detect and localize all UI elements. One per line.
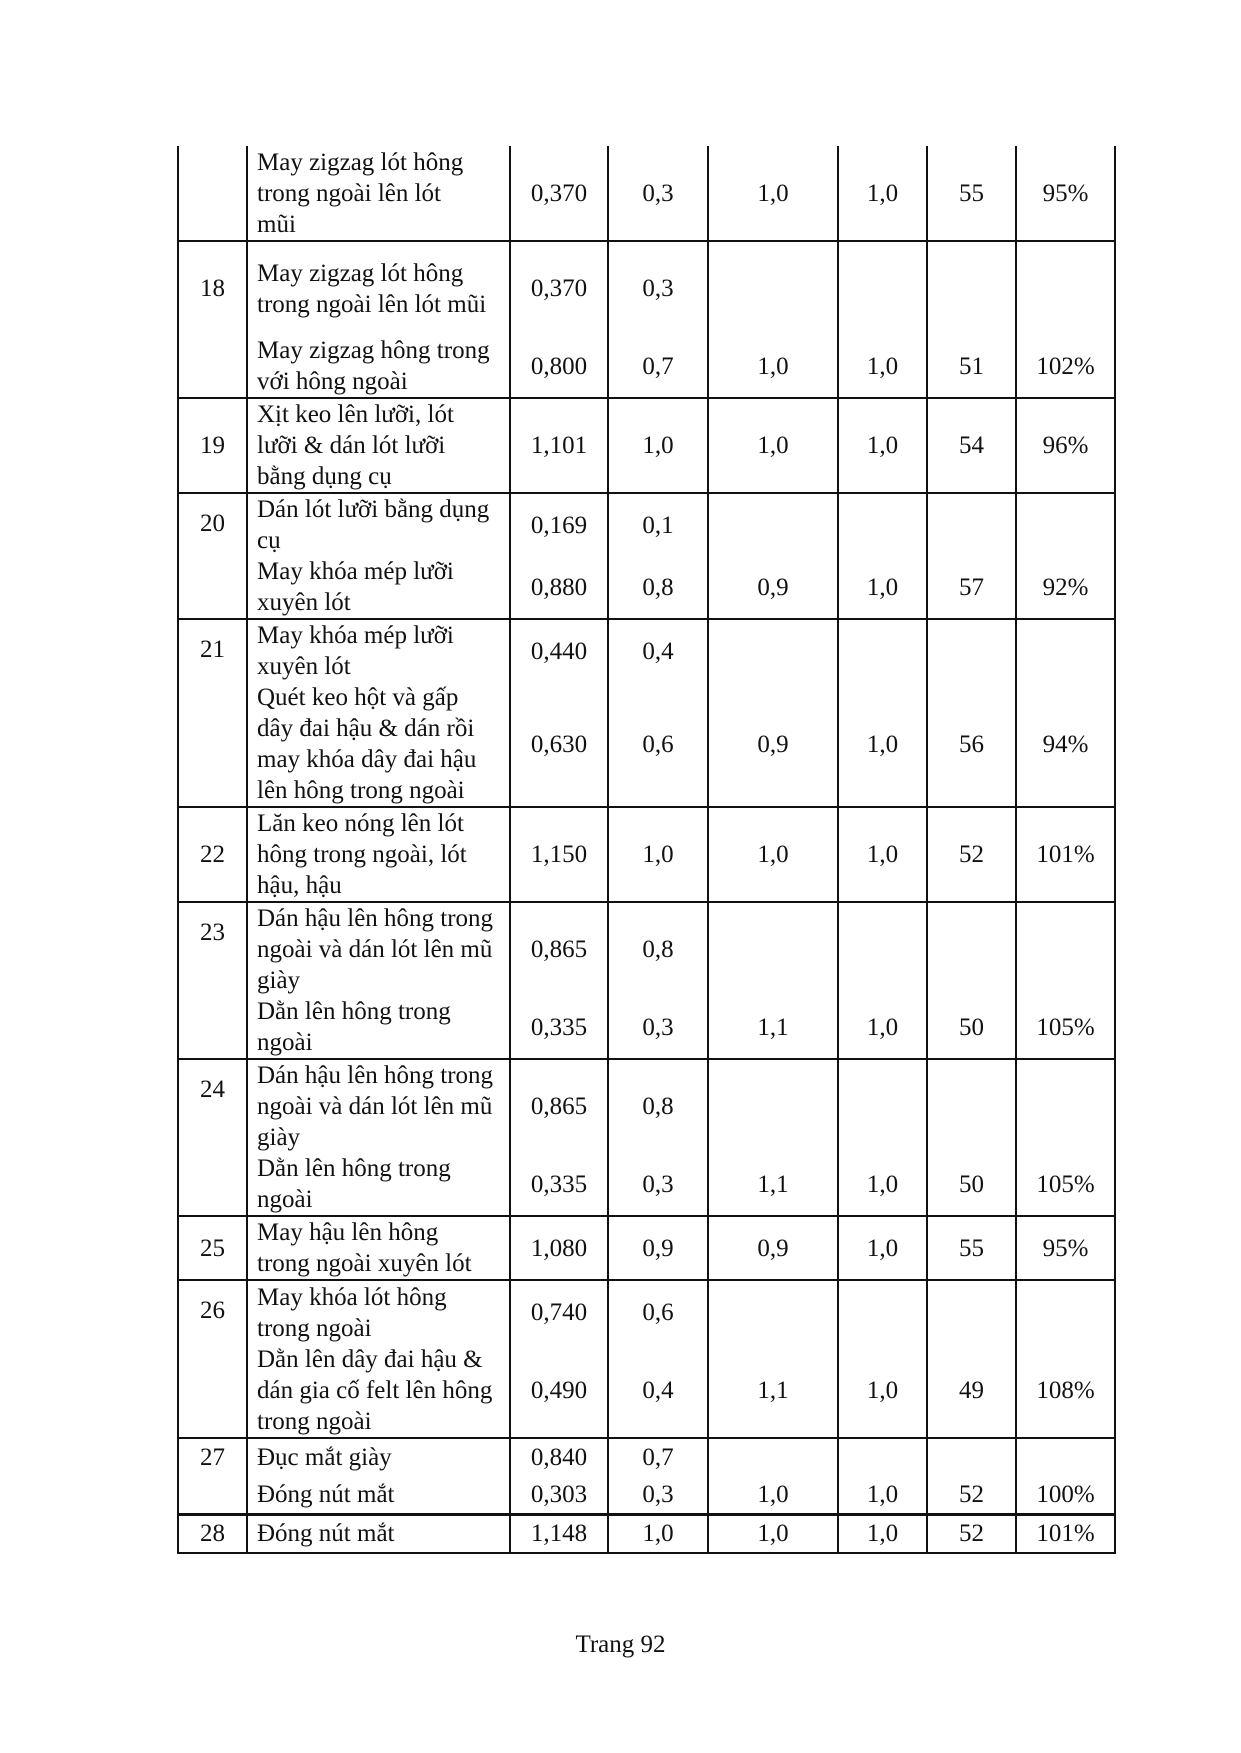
cell-value: 55 xyxy=(927,146,1016,241)
cell-no: 27 xyxy=(178,1438,247,1476)
desc-text: Quét keo hột và gấp dây đai hậu & dán rồi may khóa dây đai hậu lên hông trong ngoài xyxy=(257,684,477,804)
cell-value xyxy=(838,902,927,996)
cell-value: 0,880 xyxy=(510,556,608,619)
cell-value: 0,8 xyxy=(608,556,708,619)
cell-value: 0,370 xyxy=(510,241,608,335)
cell-desc xyxy=(247,493,510,556)
cell-value: 1,0 xyxy=(608,398,708,493)
cell-value: 0,1 xyxy=(608,493,708,556)
cell-value: 108% xyxy=(1016,1344,1115,1438)
cell-value: 1,0 xyxy=(838,682,927,807)
page-number: Trang 92 xyxy=(575,1631,666,1658)
cell-no xyxy=(178,682,247,807)
cell-value: 0,169 xyxy=(510,493,608,556)
cell-no xyxy=(178,1153,247,1216)
cell-value: 0,9 xyxy=(708,1216,838,1280)
cell-value: 101% xyxy=(1016,807,1115,902)
cell-value: 0,865 xyxy=(510,902,608,996)
desc-line: May zigzag lót hông xyxy=(257,148,464,176)
cell-no: 25 xyxy=(178,1216,247,1280)
cell-value xyxy=(1016,902,1115,996)
cell-value: 96% xyxy=(1016,398,1115,493)
cell-desc xyxy=(247,996,510,1059)
cell-value xyxy=(838,1280,927,1344)
cell-desc xyxy=(247,619,510,682)
cell-value: 1,101 xyxy=(510,398,608,493)
table-row xyxy=(178,1438,1115,1476)
desc-text: Đóng nút mắt xyxy=(257,1480,395,1508)
cell-value: 105% xyxy=(1016,1153,1115,1216)
cell-no xyxy=(178,1476,247,1514)
cell-desc xyxy=(247,1280,510,1344)
cell-value: 0,335 xyxy=(510,1153,608,1216)
cell-value: 0,3 xyxy=(608,1153,708,1216)
cell-desc xyxy=(247,1059,510,1153)
cell-value: 1,0 xyxy=(838,146,927,241)
cell-value xyxy=(927,1280,1016,1344)
table-row xyxy=(178,1514,1115,1553)
cell-no: 28 xyxy=(178,1514,247,1553)
cell-desc xyxy=(247,556,510,619)
desc-text: May khóa lót hông trong ngoài xyxy=(257,1283,447,1342)
desc-text: May hậu lên hông trong ngoài xuyên lót xyxy=(257,1219,472,1277)
cell-value: 1,0 xyxy=(838,1344,927,1438)
cell-no xyxy=(178,996,247,1059)
cell-value: 1,080 xyxy=(510,1216,608,1280)
desc-text: May zigzag lót hông trong ngoài lên lót mũi xyxy=(257,259,487,318)
cell-value: 0,800 xyxy=(510,335,608,398)
desc-text: Dán hậu lên hông trong ngoài và dán lót lên mũ giày xyxy=(257,1062,494,1151)
cell-value: 1,0 xyxy=(838,1514,927,1553)
cell-no: 22 xyxy=(178,807,247,902)
table-row xyxy=(178,682,1115,807)
cell-value: 0,7 xyxy=(608,335,708,398)
cell-no xyxy=(178,335,247,398)
table-row xyxy=(178,996,1115,1059)
cell-value: 1,1 xyxy=(708,996,838,1059)
table-row xyxy=(178,241,1115,335)
cell-value: 94% xyxy=(1016,682,1115,807)
cell-value: 0,9 xyxy=(708,682,838,807)
cell-value: 1,0 xyxy=(838,1216,927,1280)
cell-value: 1,0 xyxy=(708,1476,838,1514)
cell-desc xyxy=(247,1476,510,1514)
cell-value xyxy=(1016,1438,1115,1476)
cell-value: 1,0 xyxy=(708,807,838,902)
table-row xyxy=(178,1059,1115,1153)
data-table xyxy=(177,146,1116,1554)
cell-no: 18 xyxy=(178,241,247,335)
cell-value xyxy=(838,1059,927,1153)
cell-value xyxy=(1016,493,1115,556)
cell-value xyxy=(838,1438,927,1476)
cell-value xyxy=(927,493,1016,556)
cell-value: 95% xyxy=(1016,1216,1115,1280)
cell-value: 0,3 xyxy=(608,1476,708,1514)
cell-value xyxy=(1016,1059,1115,1153)
cell-value: 0,840 xyxy=(510,1438,608,1476)
cell-value: 1,0 xyxy=(838,807,927,902)
cell-value xyxy=(1016,619,1115,682)
cell-no xyxy=(178,146,247,241)
table-row xyxy=(178,1153,1115,1216)
table-row xyxy=(178,556,1115,619)
cell-value: 1,1 xyxy=(708,1153,838,1216)
cell-value: 101% xyxy=(1016,1514,1115,1553)
cell-no xyxy=(178,1344,247,1438)
table-row xyxy=(178,1476,1115,1514)
desc-text: Dán lót lưỡi bằng dụng cụ xyxy=(257,496,490,554)
desc-text: Lăn keo nóng lên lót hông trong ngoài, lót hậu, hậu xyxy=(257,810,467,899)
cell-value: 0,303 xyxy=(510,1476,608,1514)
cell-value xyxy=(708,1280,838,1344)
cell-value: 0,8 xyxy=(608,902,708,996)
table-row xyxy=(178,493,1115,556)
cell-value: 0,865 xyxy=(510,1059,608,1153)
cell-desc xyxy=(247,1344,510,1438)
cell-value: 0,3 xyxy=(608,241,708,335)
cell-desc xyxy=(247,902,510,996)
cell-value: 95% xyxy=(1016,146,1115,241)
table-row xyxy=(178,1216,1115,1280)
desc-text: May khóa mép lưỡi xuyên lót xyxy=(257,558,454,616)
cell-desc xyxy=(247,335,510,398)
cell-value: 1,0 xyxy=(838,1153,927,1216)
cell-value: 0,370 xyxy=(510,146,608,241)
cell-value: 0,3 xyxy=(608,146,708,241)
cell-desc xyxy=(247,241,510,335)
cell-no: 26 xyxy=(178,1280,247,1344)
cell-value: 54 xyxy=(927,398,1016,493)
cell-value: 1,0 xyxy=(838,556,927,619)
cell-value: 0,9 xyxy=(608,1216,708,1280)
cell-no: 24 xyxy=(178,1059,247,1153)
cell-value: 1,0 xyxy=(708,146,838,241)
cell-value: 1,0 xyxy=(838,1476,927,1514)
cell-value: 0,630 xyxy=(510,682,608,807)
cell-value: 0,8 xyxy=(608,1059,708,1153)
desc-text: Đóng nút mắt xyxy=(257,1520,395,1548)
table-row xyxy=(178,398,1115,493)
cell-value xyxy=(927,1059,1016,1153)
cell-value: 52 xyxy=(927,1514,1016,1553)
cell-value: 0,7 xyxy=(608,1438,708,1476)
cell-value: 0,9 xyxy=(708,556,838,619)
cell-value xyxy=(708,902,838,996)
cell-value: 0,3 xyxy=(608,996,708,1059)
cell-no: 19 xyxy=(178,398,247,493)
cell-value: 51 xyxy=(927,335,1016,398)
cell-desc xyxy=(247,682,510,807)
cell-value: 1,0 xyxy=(838,996,927,1059)
cell-desc xyxy=(247,1514,510,1553)
table-row xyxy=(178,1280,1115,1344)
cell-value xyxy=(708,241,838,335)
desc-text: Xịt keo lên lưỡi, lót lưỡi & dán lót lưỡi bằng dụng cụ xyxy=(257,401,454,490)
cell-value: 105% xyxy=(1016,996,1115,1059)
cell-value xyxy=(1016,241,1115,335)
cell-no xyxy=(178,556,247,619)
cell-value: 92% xyxy=(1016,556,1115,619)
cell-desc xyxy=(247,1216,510,1280)
cell-value xyxy=(1016,1280,1115,1344)
desc-text: Dằn lên dây đai hậu & dán gia cố felt lên hông trong ngoài xyxy=(257,1346,493,1435)
cell-value: 52 xyxy=(927,807,1016,902)
cell-desc xyxy=(247,398,510,493)
cell-value xyxy=(838,241,927,335)
cell-value: 57 xyxy=(927,556,1016,619)
desc-text: Dằn lên hông trong ngoài xyxy=(257,998,451,1056)
cell-value xyxy=(838,619,927,682)
cell-value: 55 xyxy=(927,1216,1016,1280)
cell-value xyxy=(927,619,1016,682)
desc-text: Dán hậu lên hông trong ngoài và dán lót lên mũ giày xyxy=(257,905,494,994)
cell-value: 1,0 xyxy=(608,807,708,902)
table-row xyxy=(178,619,1115,682)
cell-value: 0,335 xyxy=(510,996,608,1059)
table-row xyxy=(178,1344,1115,1438)
cell-value: 49 xyxy=(927,1344,1016,1438)
cell-value xyxy=(708,619,838,682)
cell-value: 0,4 xyxy=(608,619,708,682)
cell-desc xyxy=(247,807,510,902)
cell-value: 100% xyxy=(1016,1476,1115,1514)
cell-value xyxy=(708,1059,838,1153)
desc-text: May khóa mép lưỡi xuyên lót xyxy=(257,622,454,680)
cell-value: 1,0 xyxy=(708,398,838,493)
cell-desc xyxy=(247,1438,510,1476)
cell-value: 0,740 xyxy=(510,1280,608,1344)
cell-value: 1,148 xyxy=(510,1514,608,1553)
cell-value: 50 xyxy=(927,996,1016,1059)
table-row xyxy=(178,807,1115,902)
cell-value xyxy=(927,1438,1016,1476)
cell-value: 52 xyxy=(927,1476,1016,1514)
cell-value: 1,0 xyxy=(838,335,927,398)
cell-value: 1,1 xyxy=(708,1344,838,1438)
cell-value xyxy=(708,1438,838,1476)
cell-value: 1,150 xyxy=(510,807,608,902)
desc-line: trong ngoài lên lót xyxy=(257,179,441,207)
desc-line: mũi xyxy=(257,210,296,238)
cell-value: 0,6 xyxy=(608,682,708,807)
cell-value: 1,0 xyxy=(838,398,927,493)
cell-value xyxy=(927,902,1016,996)
cell-no: 20 xyxy=(178,493,247,556)
cell-value: 1,0 xyxy=(708,335,838,398)
desc-text: Dằn lên hông trong ngoài xyxy=(257,1155,451,1213)
table-row xyxy=(178,902,1115,996)
cell-value xyxy=(708,493,838,556)
cell-value: 0,4 xyxy=(608,1344,708,1438)
cell-value: 102% xyxy=(1016,335,1115,398)
cell-no: 23 xyxy=(178,902,247,996)
cell-value: 0,6 xyxy=(608,1280,708,1344)
table-row xyxy=(178,335,1115,398)
desc-text: Đục mắt giày xyxy=(257,1444,392,1471)
cell-value xyxy=(927,241,1016,335)
cell-value: 1,0 xyxy=(608,1514,708,1553)
cell-value: 0,490 xyxy=(510,1344,608,1438)
cell-value: 1,0 xyxy=(708,1514,838,1553)
table-row xyxy=(178,146,1115,241)
cell-value: 56 xyxy=(927,682,1016,807)
cell-desc xyxy=(247,146,510,241)
cell-value: 0,440 xyxy=(510,619,608,682)
cell-no: 21 xyxy=(178,619,247,682)
cell-value xyxy=(838,493,927,556)
cell-value: 50 xyxy=(927,1153,1016,1216)
desc-text: May zigzag hông trong với hông ngoài xyxy=(257,337,490,395)
cell-desc xyxy=(247,1153,510,1216)
